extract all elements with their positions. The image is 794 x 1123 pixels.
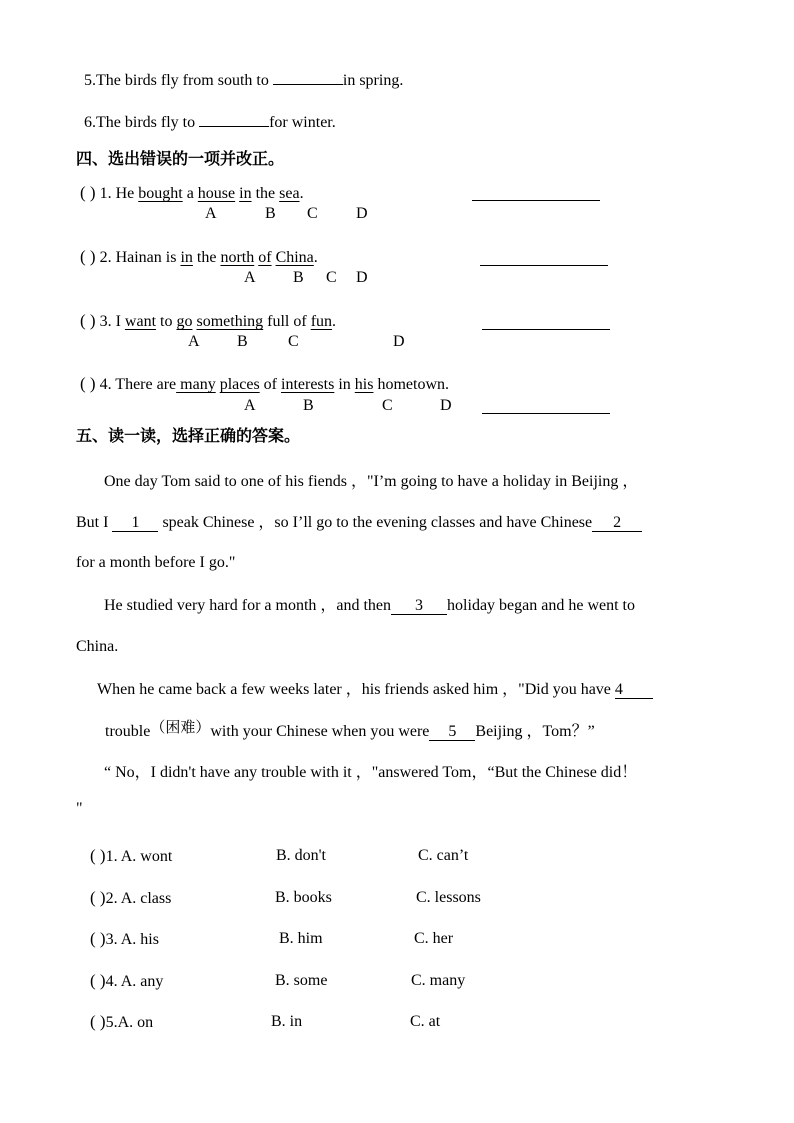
passage-line — [97, 680, 653, 700]
letter-d: D — [440, 397, 452, 414]
underlined-word-d: China — [275, 249, 314, 266]
answer-paren[interactable]: ( ) — [90, 1012, 106, 1031]
passage-text: trouble — [105, 723, 151, 740]
passage-text: holiday began and he went to — [447, 597, 635, 614]
passage-blank-1[interactable]: 1 — [112, 515, 158, 532]
underlined-word-b: house — [197, 185, 236, 202]
sentence-text: . — [313, 249, 318, 266]
section-4-heading: 四、选出错误的一项并改正。 — [76, 149, 285, 168]
option-c: C. many — [411, 972, 466, 989]
underlined-word-d: his — [354, 376, 374, 393]
item-number: 4. — [99, 376, 116, 393]
question-number: 6. — [84, 114, 96, 131]
sentence-text: full of — [263, 313, 311, 330]
question-text: The birds fly from south to — [96, 72, 273, 89]
underlined-word-a: bought — [138, 185, 183, 202]
underlined-word-b: north — [220, 249, 255, 266]
passage-line: " — [76, 800, 83, 817]
sentence-text: . — [332, 313, 337, 330]
letter-a: A — [205, 205, 217, 222]
passage-text: But I — [76, 514, 113, 531]
underlined-word-a: want — [124, 313, 157, 330]
underlined-word-d: fun — [310, 313, 333, 330]
option-a: A. on — [117, 1014, 154, 1031]
option-row-5 — [90, 1012, 153, 1033]
question-text: in spring. — [342, 72, 404, 89]
answer-paren[interactable]: ( ) — [90, 929, 106, 948]
option-c: C. at — [410, 1013, 441, 1030]
option-a: A. his — [120, 931, 159, 948]
question-number: 5. — [84, 72, 96, 89]
letter-c: C — [382, 397, 393, 414]
correction-line-1[interactable] — [472, 200, 600, 201]
answer-paren[interactable]: ( ) — [80, 374, 96, 393]
question-text: The birds fly to — [96, 114, 200, 131]
letter-c: C — [307, 205, 318, 222]
passage-line: “ No，I didn't have any trouble with it ，"answered Tom，“But the Chinese did！ — [104, 764, 638, 781]
letter-d: D — [356, 205, 368, 222]
option-a: A. any — [120, 973, 164, 990]
fill-blank[interactable] — [273, 69, 343, 85]
letter-b: B — [265, 205, 276, 222]
answer-paren[interactable]: ( ) — [90, 971, 106, 990]
passage-line — [104, 596, 635, 616]
correction-line-3[interactable] — [482, 329, 610, 330]
passage-text: When he came back a few weeks later ，his friends asked him ，"Did you have — [97, 681, 615, 698]
passage-line: for a month before I go." — [76, 554, 236, 571]
option-b: B. in — [271, 1013, 303, 1030]
option-a: A. class — [120, 890, 172, 907]
letter-d: D — [393, 333, 405, 350]
underlined-word-c: of — [258, 249, 272, 266]
sentence-text: He — [115, 185, 139, 202]
item-number: 2. — [99, 249, 116, 266]
underlined-word-a: in — [180, 249, 193, 266]
passage-text: with your Chinese when you were — [210, 723, 430, 740]
question-text: for winter. — [269, 114, 336, 131]
option-b: B. don't — [276, 847, 326, 864]
passage-line: China. — [76, 638, 119, 655]
letter-b: B — [303, 397, 314, 414]
answer-paren[interactable]: ( ) — [90, 888, 106, 907]
sentence-text: . — [299, 185, 304, 202]
underlined-word-b: go — [176, 313, 193, 330]
option-row-1 — [90, 846, 172, 867]
underlined-word-b: places — [219, 376, 260, 393]
underlined-word-d: sea — [279, 185, 300, 202]
option-c: C. can’t — [418, 847, 469, 864]
answer-paren[interactable]: ( ) — [80, 183, 96, 202]
question-5 — [84, 69, 403, 91]
sentence-text: There are — [115, 376, 177, 393]
passage-blank-5[interactable]: 5 — [429, 724, 475, 741]
underlined-word-c: something — [196, 313, 264, 330]
sentence-text: of — [259, 376, 281, 393]
underlined-word-a: many — [176, 376, 216, 393]
passage-blank-3[interactable]: 3 — [391, 598, 447, 615]
passage-text: He studied very hard for a month ，and then — [104, 597, 392, 614]
letter-b: B — [293, 269, 304, 286]
option-row-3 — [90, 929, 159, 950]
item-number: 3. — [99, 313, 116, 330]
sentence-text: a — [182, 185, 198, 202]
sentence-text: in — [334, 376, 355, 393]
option-b: B. some — [275, 972, 328, 989]
option-number: 2. — [105, 890, 121, 907]
option-number: 1. — [105, 848, 121, 865]
sentence-text: Hainan is — [115, 249, 181, 266]
option-number: 3. — [105, 931, 121, 948]
passage-line: One day Tom said to one of his fiends ，"I’m going to have a holiday in Beijing ， — [104, 473, 639, 490]
option-number: 5. — [105, 1014, 118, 1031]
passage-blank-4[interactable]: 4 — [615, 682, 653, 699]
question-6 — [84, 111, 336, 133]
option-b: B. him — [279, 930, 323, 947]
option-row-2 — [90, 888, 171, 909]
letter-a: A — [244, 269, 256, 286]
sentence-text: hometown. — [373, 376, 449, 393]
sentence-text: the — [251, 185, 280, 202]
passage-line — [76, 513, 642, 533]
option-number: 4. — [105, 973, 121, 990]
passage-text: speak Chinese ，so I’ll go to the evening classes and have Chinese — [158, 514, 593, 531]
sentence-text: the — [192, 249, 221, 266]
option-b: B. books — [275, 889, 332, 906]
error-item-3 — [80, 311, 336, 332]
letter-a: A — [244, 397, 256, 414]
error-item-1 — [80, 183, 304, 204]
option-row-4 — [90, 971, 163, 992]
passage-line — [105, 718, 595, 742]
letter-c: C — [288, 333, 299, 350]
letter-d: D — [356, 269, 368, 286]
correction-line-4[interactable] — [482, 413, 610, 414]
underlined-word-c: interests — [281, 376, 335, 393]
answer-paren[interactable]: ( ) — [90, 846, 106, 865]
item-number: 1. — [99, 185, 116, 202]
answer-paren[interactable]: ( ) — [80, 247, 96, 266]
letter-c: C — [326, 269, 337, 286]
section-5-heading: 五、读一读，选择正确的答案。 — [76, 426, 301, 445]
option-a: A. wont — [120, 848, 173, 865]
option-c: C. her — [414, 930, 454, 947]
answer-paren[interactable]: ( ) — [80, 311, 96, 330]
letter-a: A — [188, 333, 200, 350]
correction-line-2[interactable] — [480, 265, 608, 266]
chinese-gloss: （困难） — [150, 718, 211, 736]
sentence-text: to — [156, 313, 177, 330]
underlined-word-c: in — [239, 185, 252, 202]
option-c: C. lessons — [416, 889, 481, 906]
passage-blank-2[interactable]: 2 — [592, 515, 642, 532]
error-item-2 — [80, 247, 318, 268]
passage-text: Beijing ，Tom？” — [475, 723, 595, 740]
sentence-text: I — [115, 313, 125, 330]
error-item-4 — [80, 374, 449, 395]
letter-b: B — [237, 333, 248, 350]
fill-blank[interactable] — [199, 111, 269, 127]
